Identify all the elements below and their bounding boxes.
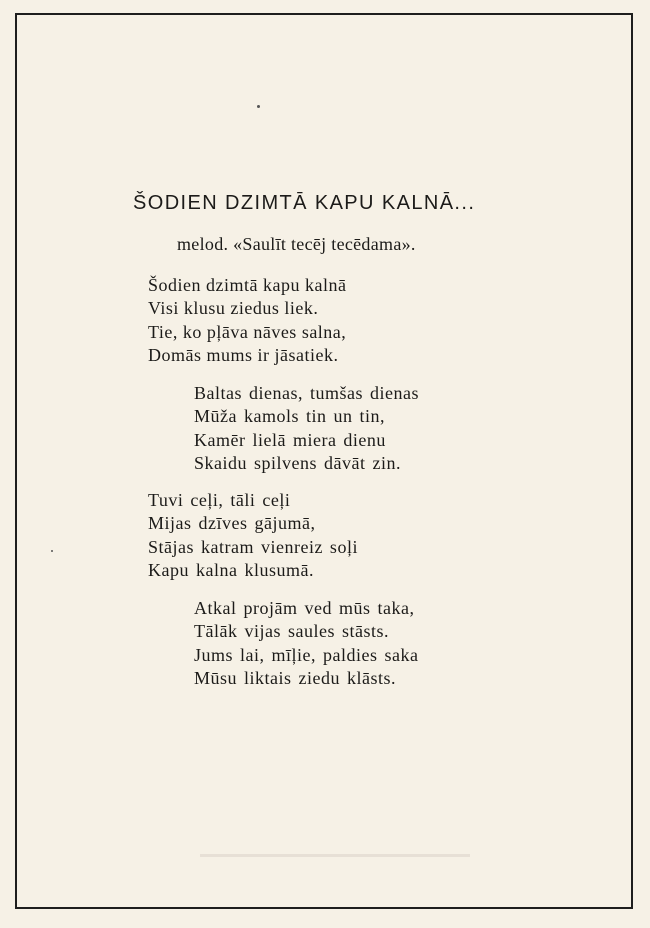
faint-bleed-through: [200, 854, 470, 857]
stanza-1: [148, 274, 346, 367]
stanza-line: Kapu kalna klusumā.: [148, 559, 314, 580]
stanza-line: Tālāk vijas saules stāsts.: [194, 621, 389, 642]
stanza-3: [148, 489, 358, 582]
stanza-4: [194, 597, 418, 690]
paper-speck: [257, 105, 260, 108]
stanza-line: Stājas katram vienreiz soļi: [148, 536, 358, 557]
paper-speck: [51, 550, 53, 552]
stanza-line: Baltas dienas, tumšas dienas: [194, 383, 419, 403]
stanza-line: Mūža kamols tin un tin,: [194, 406, 385, 427]
stanza-line: Domās mums ir jāsatiek.: [148, 344, 339, 365]
stanza-line: Jums lai, mīļie, paldies saka: [194, 644, 419, 665]
stanza-line: Šodien dzimtā kapu kalnā: [148, 275, 347, 295]
melody-note: melod. «Saulīt tecēj tecēdama».: [177, 234, 416, 254]
poem-title: ŠODIEN DZIMTĀ KAPU KALNĀ...: [133, 192, 476, 214]
stanza-line: Tuvi ceļi, tāli ceļi: [148, 490, 291, 510]
stanza-line: Mijas dzīves gājumā,: [148, 513, 316, 534]
stanza-2: [194, 382, 419, 475]
stanza-line: Tie, ko pļāva nāves salna,: [148, 321, 347, 342]
stanza-line: Skaidu spilvens dāvāt zin.: [194, 452, 401, 473]
stanza-line: Visi klusu ziedus liek.: [148, 298, 319, 319]
stanza-line: Atkal projām ved mūs taka,: [194, 598, 415, 618]
stanza-line: Mūsu liktais ziedu klāsts.: [194, 667, 396, 688]
stanza-line: Kamēr lielā miera dienu: [194, 429, 386, 450]
